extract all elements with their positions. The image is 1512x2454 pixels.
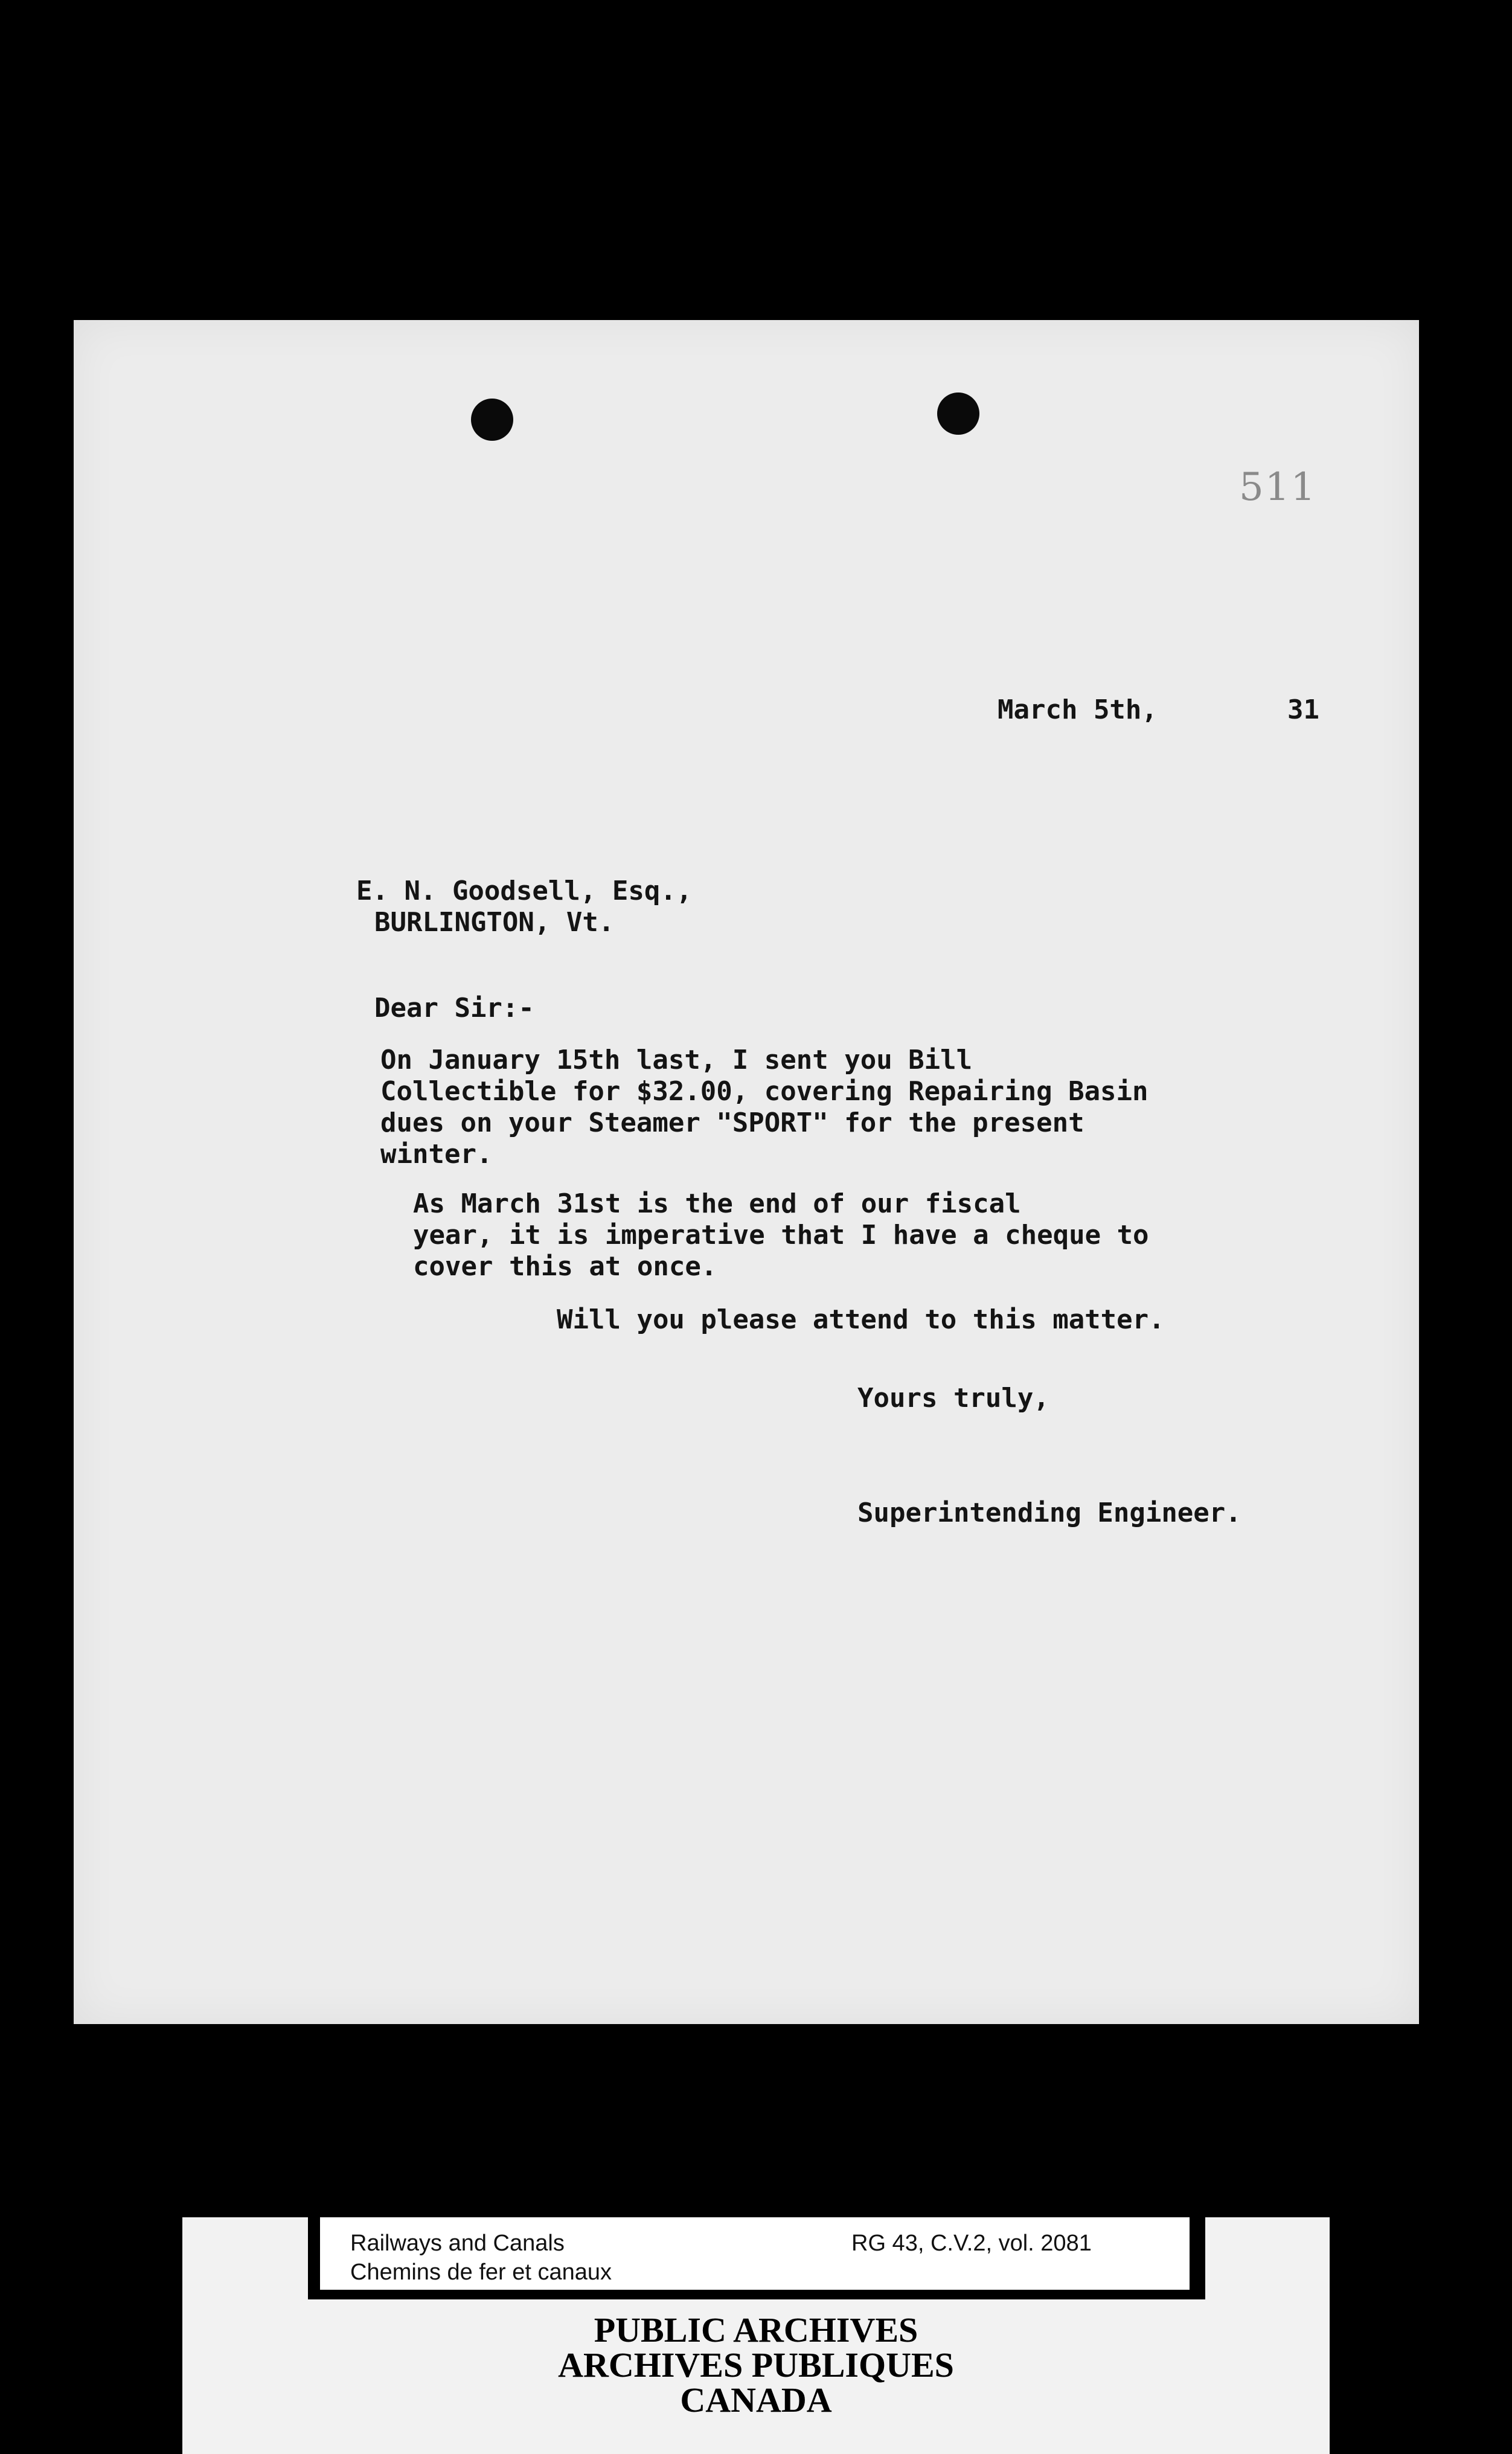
archive-reference-panel bbox=[320, 2217, 1190, 2290]
closing: Yours truly, bbox=[857, 1383, 1049, 1414]
punch-hole bbox=[471, 399, 513, 441]
institution-english: PUBLIC ARCHIVES bbox=[594, 2310, 918, 2350]
addressee-name: E. N. Goodsell, Esq., bbox=[356, 876, 693, 906]
series-french: Chemins de fer et canaux bbox=[350, 2260, 612, 2285]
addressee-city: BURLINGTON, Vt. bbox=[374, 907, 615, 938]
letter-year: 31 bbox=[1287, 694, 1319, 725]
body-paragraph: On January 15th last, I sent you Bill Collectible for $32.00, covering Repairing Basin dues on your Steamer "SPORT" for the present winter. bbox=[380, 1045, 1148, 1170]
institution-country: CANADA bbox=[680, 2380, 832, 2420]
letter-date: March 5th, bbox=[998, 694, 1158, 725]
reference-number: RG 43, C.V.2, vol. 2081 bbox=[851, 2231, 1092, 2256]
series-english: Railways and Canals bbox=[350, 2231, 565, 2256]
body-paragraph: As March 31st is the end of our fiscal year, it is imperative that I have a cheque to cover this at once. bbox=[413, 1188, 1149, 1282]
letter-page bbox=[74, 320, 1419, 2024]
body-paragraph: Will you please attend to this matter. bbox=[557, 1304, 1165, 1335]
signature-title: Superintending Engineer. bbox=[857, 1498, 1241, 1528]
institution-french: ARCHIVES PUBLIQUES bbox=[558, 2345, 954, 2385]
salutation: Dear Sir:- bbox=[374, 993, 534, 1024]
archive-reference-box bbox=[308, 2217, 1205, 2299]
file-number-stamp: 511 bbox=[1239, 465, 1317, 510]
punch-hole bbox=[937, 392, 979, 435]
